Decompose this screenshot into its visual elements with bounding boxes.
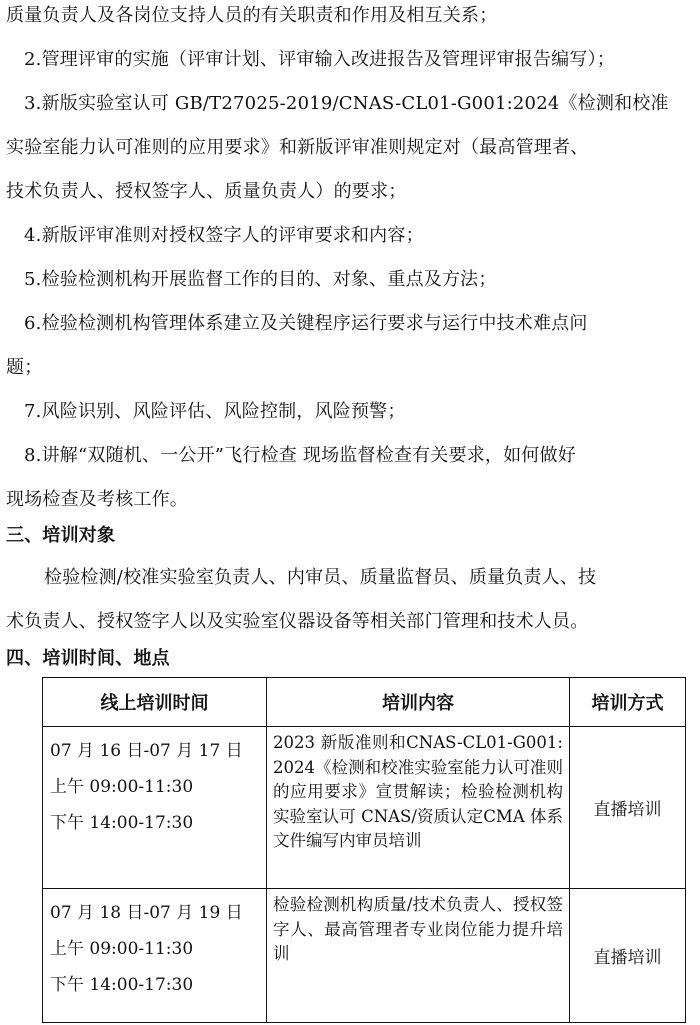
header-mode: 培训方式 — [570, 678, 686, 727]
time-cell — [43, 727, 267, 889]
section-3-body-1: 检验检测/校准实验室负责人、内审员、质量监督员、质量负责人、技 — [44, 567, 597, 588]
time-cell — [43, 889, 267, 1023]
morning-time: 上午 09:00-11:30 — [50, 939, 194, 959]
mode-cell: 直播培训 — [570, 727, 686, 889]
section-3-heading: 三、培训对象 — [6, 525, 116, 546]
section-3-body-2: 术负责人、授权签字人以及实验室仪器设备等相关部门管理和技术人员。 — [6, 611, 589, 632]
afternoon-time: 下午 14:00-17:30 — [50, 975, 194, 995]
content-cell: 检验检测机构质量/技术负责人、授权签字人、最高管理者专业岗位能力提升培训 — [267, 889, 570, 1023]
header-content: 培训内容 — [267, 678, 570, 727]
list-item-3-cont-1: 实验室能力认可准则的应用要求》和新版评审准则规定对（最高管理者、 — [6, 137, 589, 158]
table-header-row — [43, 678, 686, 727]
content-cell: 2023 新版准则和CNAS-CL01-G001:2024《检测和校准实验室能力认可准则的应用要求》宣贯解读；检验检测机构实验室认可 CNAS/资质认定CMA 体系文件编写内审员培训 — [267, 727, 570, 889]
date-range: 07 月 16 日-07 月 17 日 — [50, 741, 243, 761]
mode-cell: 直播培训 — [570, 889, 686, 1023]
list-item-6: 6.检验检测机构管理体系建立及关键程序运行要求与运行中技术难点问 — [24, 313, 588, 334]
text-line-1: 质量负责人及各岗位支持人员的有关职责和作用及相互关系； — [6, 5, 498, 26]
list-item-8-cont: 现场检查及考核工作。 — [6, 489, 188, 510]
list-item-4: 4.新版评审准则对授权签字人的评审要求和内容； — [24, 225, 424, 246]
table-row — [43, 889, 686, 1023]
list-item-6-cont: 题； — [6, 357, 43, 378]
date-range: 07 月 18 日-07 月 19 日 — [50, 903, 243, 923]
list-item-3-cont-2: 技术负责人、授权签字人、质量负责人）的要求； — [6, 181, 407, 202]
afternoon-time: 下午 14:00-17:30 — [50, 813, 194, 833]
morning-time: 上午 09:00-11:30 — [50, 777, 194, 797]
schedule-table — [42, 677, 686, 1023]
section-4-heading: 四、培训时间、地点 — [6, 648, 170, 669]
header-time: 线上培训时间 — [43, 678, 267, 727]
table-row — [43, 727, 686, 889]
list-item-8: 8.讲解“双随机、一公开”飞行检查 现场监督检查有关要求，如何做好 — [24, 445, 576, 466]
list-item-5: 5.检验检测机构开展监督工作的目的、对象、重点及方法； — [24, 269, 497, 290]
list-item-2: 2.管理评审的实施（评审计划、评审输入改进报告及管理评审报告编写）； — [24, 49, 615, 70]
list-item-7: 7.风险识别、风险评估、风险控制，风险预警； — [24, 401, 406, 422]
list-item-3: 3.新版实验室认可 GB/T27025-2019/CNAS-CL01-G001:2024《检测和校准 — [24, 93, 669, 114]
